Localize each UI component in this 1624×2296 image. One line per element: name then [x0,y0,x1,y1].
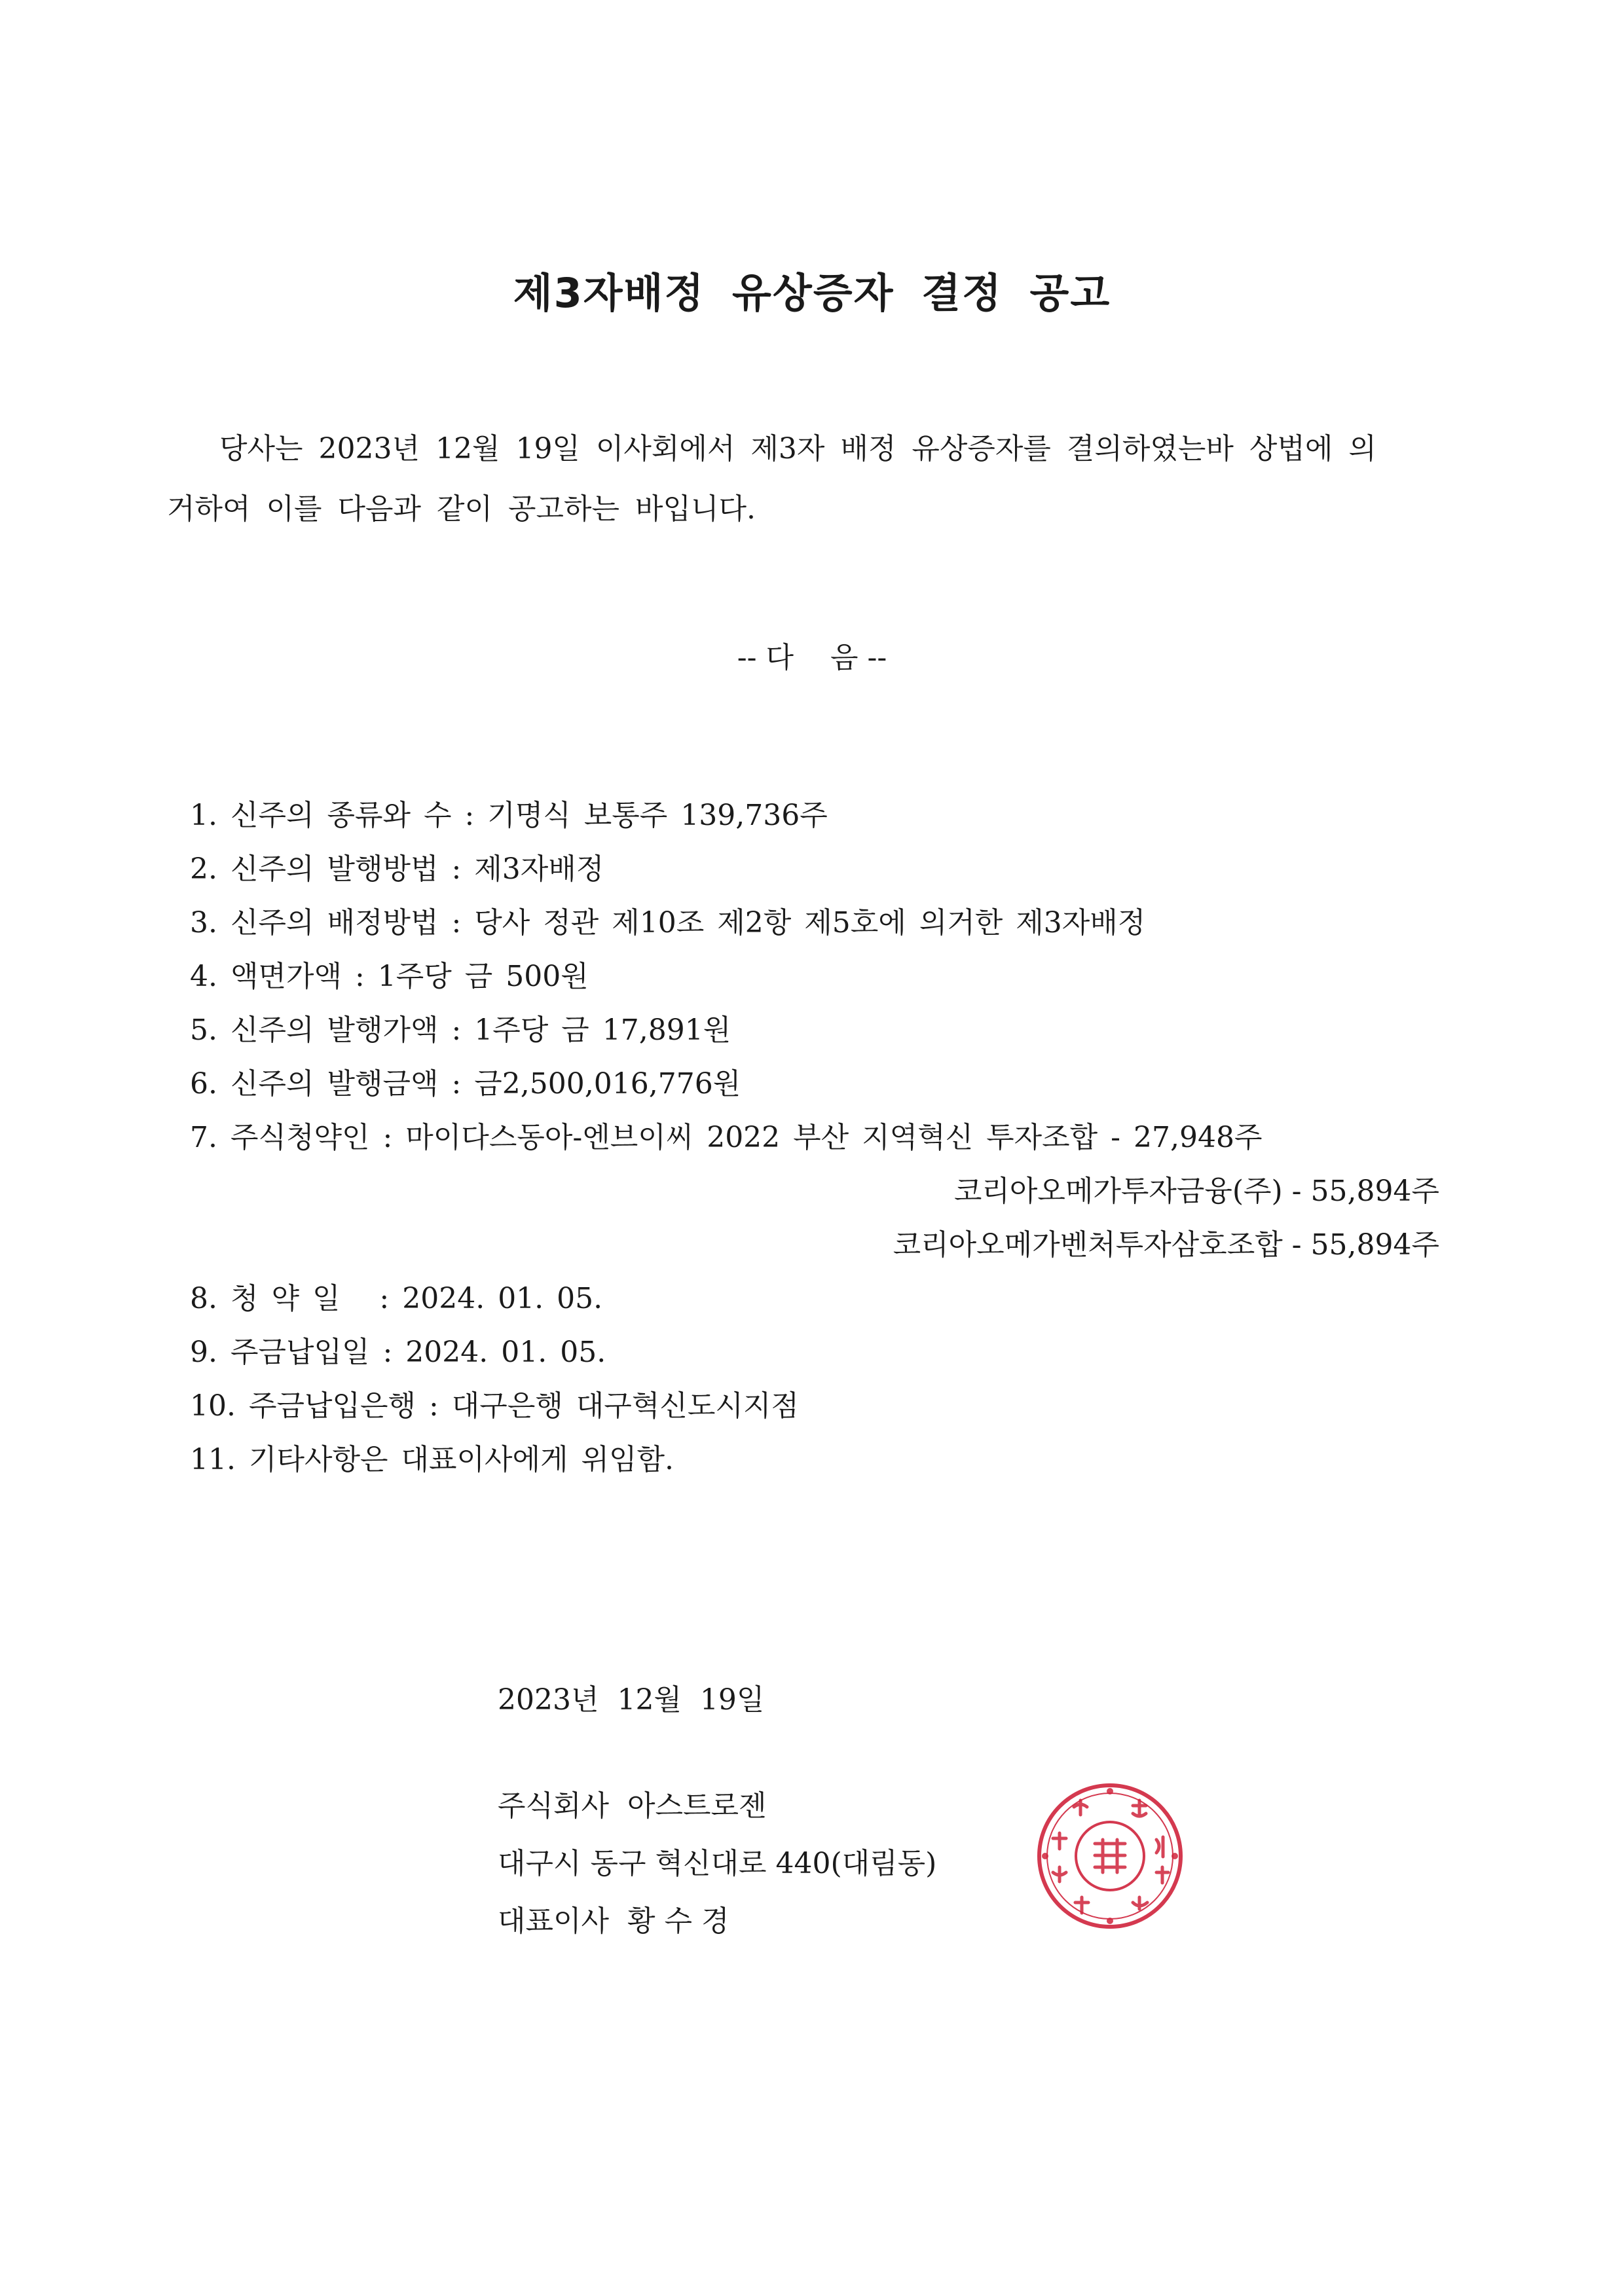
item-text: 신주의 종류와 수 : 기명식 보통주 139,736주 [230,799,828,832]
list-item-3 [190,896,1467,950]
item-text: 신주의 발행방법 : 제3자배정 [230,852,604,886]
item-text: 기타사항은 대표이사에게 위임함. [248,1443,674,1476]
list-item-5 [190,1004,1467,1057]
list-item-11 [190,1433,1467,1487]
item-number: 2. [190,852,217,886]
item-number: 7. [190,1121,217,1154]
item-text: 주식청약인 : 마이다스동아-엔브이씨 2022 부산 지역혁신 투자조합 - 27,948주 [230,1121,1263,1154]
seal-graphic [1035,1781,1185,1931]
page-title: 제3자배정 유상증자 결정 공고 [513,269,1111,317]
list-item-8 [190,1272,1467,1326]
company-seal-icon [1035,1781,1185,1931]
intro-paragraph [167,419,1477,539]
item-number: 6. [190,1067,217,1101]
item-number: 1. [190,799,217,832]
company-name: 주식회사 아스트로젠 [498,1789,767,1823]
subscriber-line-2: 코리아오메가투자금융(주) - 55,894주 [953,1175,1439,1208]
item-text: 신주의 발행가액 : 1주당 금 17,891원 [230,1013,731,1047]
company-ceo: 대표이사 황 수 경 [498,1904,729,1938]
item-text: 주금납입은행 : 대구은행 대구혁신도시지점 [248,1389,799,1423]
section-heading: -- 다 음 -- [737,641,887,674]
list-item-1 [190,789,1467,843]
list-item-10 [190,1379,1467,1433]
item-text: 신주의 배정방법 : 당사 정관 제10조 제2항 제5호에 의거한 제3자배정 [230,906,1146,939]
item-number: 5. [190,1013,217,1047]
item-number: 4. [190,960,217,993]
list-item-4 [190,950,1467,1004]
item-text: 신주의 발행금액 : 금2,500,016,776원 [230,1067,741,1101]
item-text: 액면가액 : 1주당 금 500원 [230,960,589,993]
company-address: 대구시 동구 혁신대로 440(대림동) [498,1847,937,1880]
list-item-2 [190,843,1467,896]
item-list [190,789,1467,1487]
item-text: 주금납입일 : 2024. 01. 05. [230,1336,606,1369]
item-number: 11. [190,1443,236,1476]
list-item-7 [190,1111,1467,1165]
item-text: 청 약 일 : 2024. 01. 05. [230,1282,603,1315]
intro-line-1: 당사는 2023년 12월 19일 이사회에서 제3자 배정 유상증자를 결의하였는바 상법에 의 [219,432,1376,465]
item-number: 8. [190,1282,217,1315]
list-item-9 [190,1326,1467,1379]
company-block [498,1777,936,1950]
item-number: 9. [190,1336,217,1369]
item-number: 3. [190,906,217,939]
intro-line-2: 거하여 이를 다음과 같이 공고하는 바입니다. [167,492,756,526]
item-number: 10. [190,1389,236,1423]
subscriber-line-3: 코리아오메가벤처투자삼호조합 - 55,894주 [893,1228,1439,1262]
list-item-6 [190,1057,1467,1111]
notice-date: 2023년 12월 19일 [498,1683,765,1717]
